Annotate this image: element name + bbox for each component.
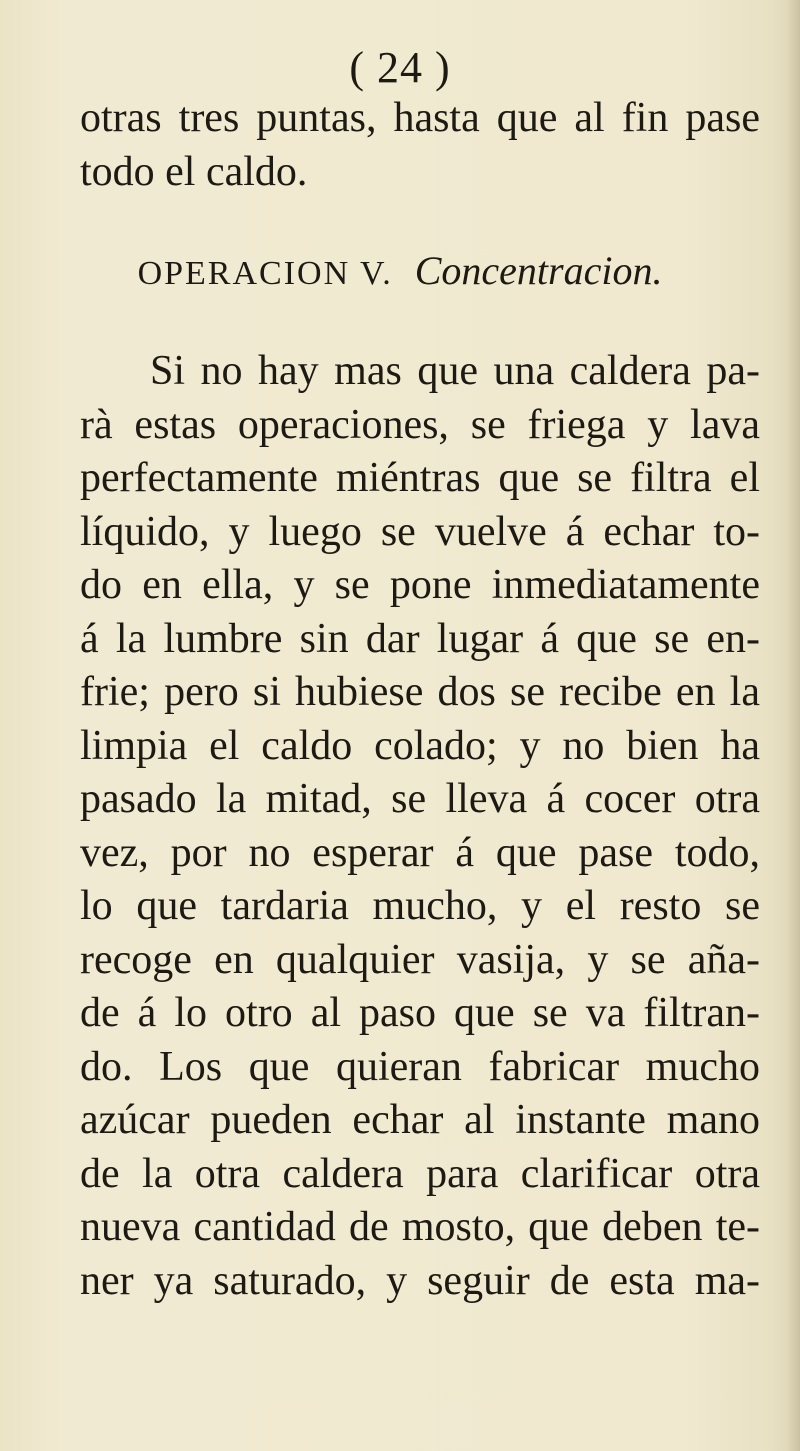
text-line: de á lo otro al paso que se va filtran- bbox=[80, 990, 760, 1036]
section-heading bbox=[0, 246, 800, 299]
text-line: rà estas operaciones, se friega y lava bbox=[80, 401, 760, 448]
text-line: nueva cantidad de mosto, que deben te- bbox=[80, 1204, 760, 1250]
text-line: todo el caldo. bbox=[80, 148, 308, 195]
text-line: do en ella, y se pone inmediatamente bbox=[80, 562, 760, 608]
text-line: lo que tardaria mucho, y el resto se bbox=[80, 883, 760, 929]
text-line: recoge en qualquier vasija, y se aña- bbox=[80, 936, 760, 983]
text-line: do. Los que quieran fabricar mucho bbox=[80, 1043, 760, 1090]
text-line: otras tres puntas, hasta que al fin pase bbox=[80, 95, 760, 141]
text-line: Si no hay mas que una caldera pa- bbox=[150, 348, 760, 394]
body-paragraph bbox=[80, 345, 760, 1308]
text-line: de la otra caldera para clarificar otra bbox=[80, 1150, 760, 1197]
section-title: Concentracion. bbox=[414, 248, 663, 293]
text-line: ner ya saturado, y seguir de esta ma- bbox=[80, 1257, 760, 1304]
text-line: líquido, y luego se vuelve á echar to- bbox=[80, 508, 760, 555]
text-line: frie; pero si hubiese dos se recibe en la bbox=[80, 669, 760, 715]
intro-paragraph bbox=[80, 92, 760, 199]
text-line: vez, por no esperar á que pase todo, bbox=[80, 829, 760, 876]
text-line: limpia el caldo colado; y no bien ha bbox=[80, 722, 760, 769]
text-line: á la lumbre sin dar lugar á que se en- bbox=[80, 615, 760, 662]
text-line: perfectamente miéntras que se filtra el bbox=[80, 455, 760, 501]
page-edge-shadow bbox=[786, 0, 800, 1451]
page-number: ( 24 ) bbox=[349, 43, 451, 92]
text-line: azúcar pueden echar al instante mano bbox=[80, 1097, 760, 1143]
text-line: pasado la mitad, se lleva á cocer otra bbox=[80, 776, 760, 822]
section-label: OPERACION V. bbox=[137, 255, 393, 292]
